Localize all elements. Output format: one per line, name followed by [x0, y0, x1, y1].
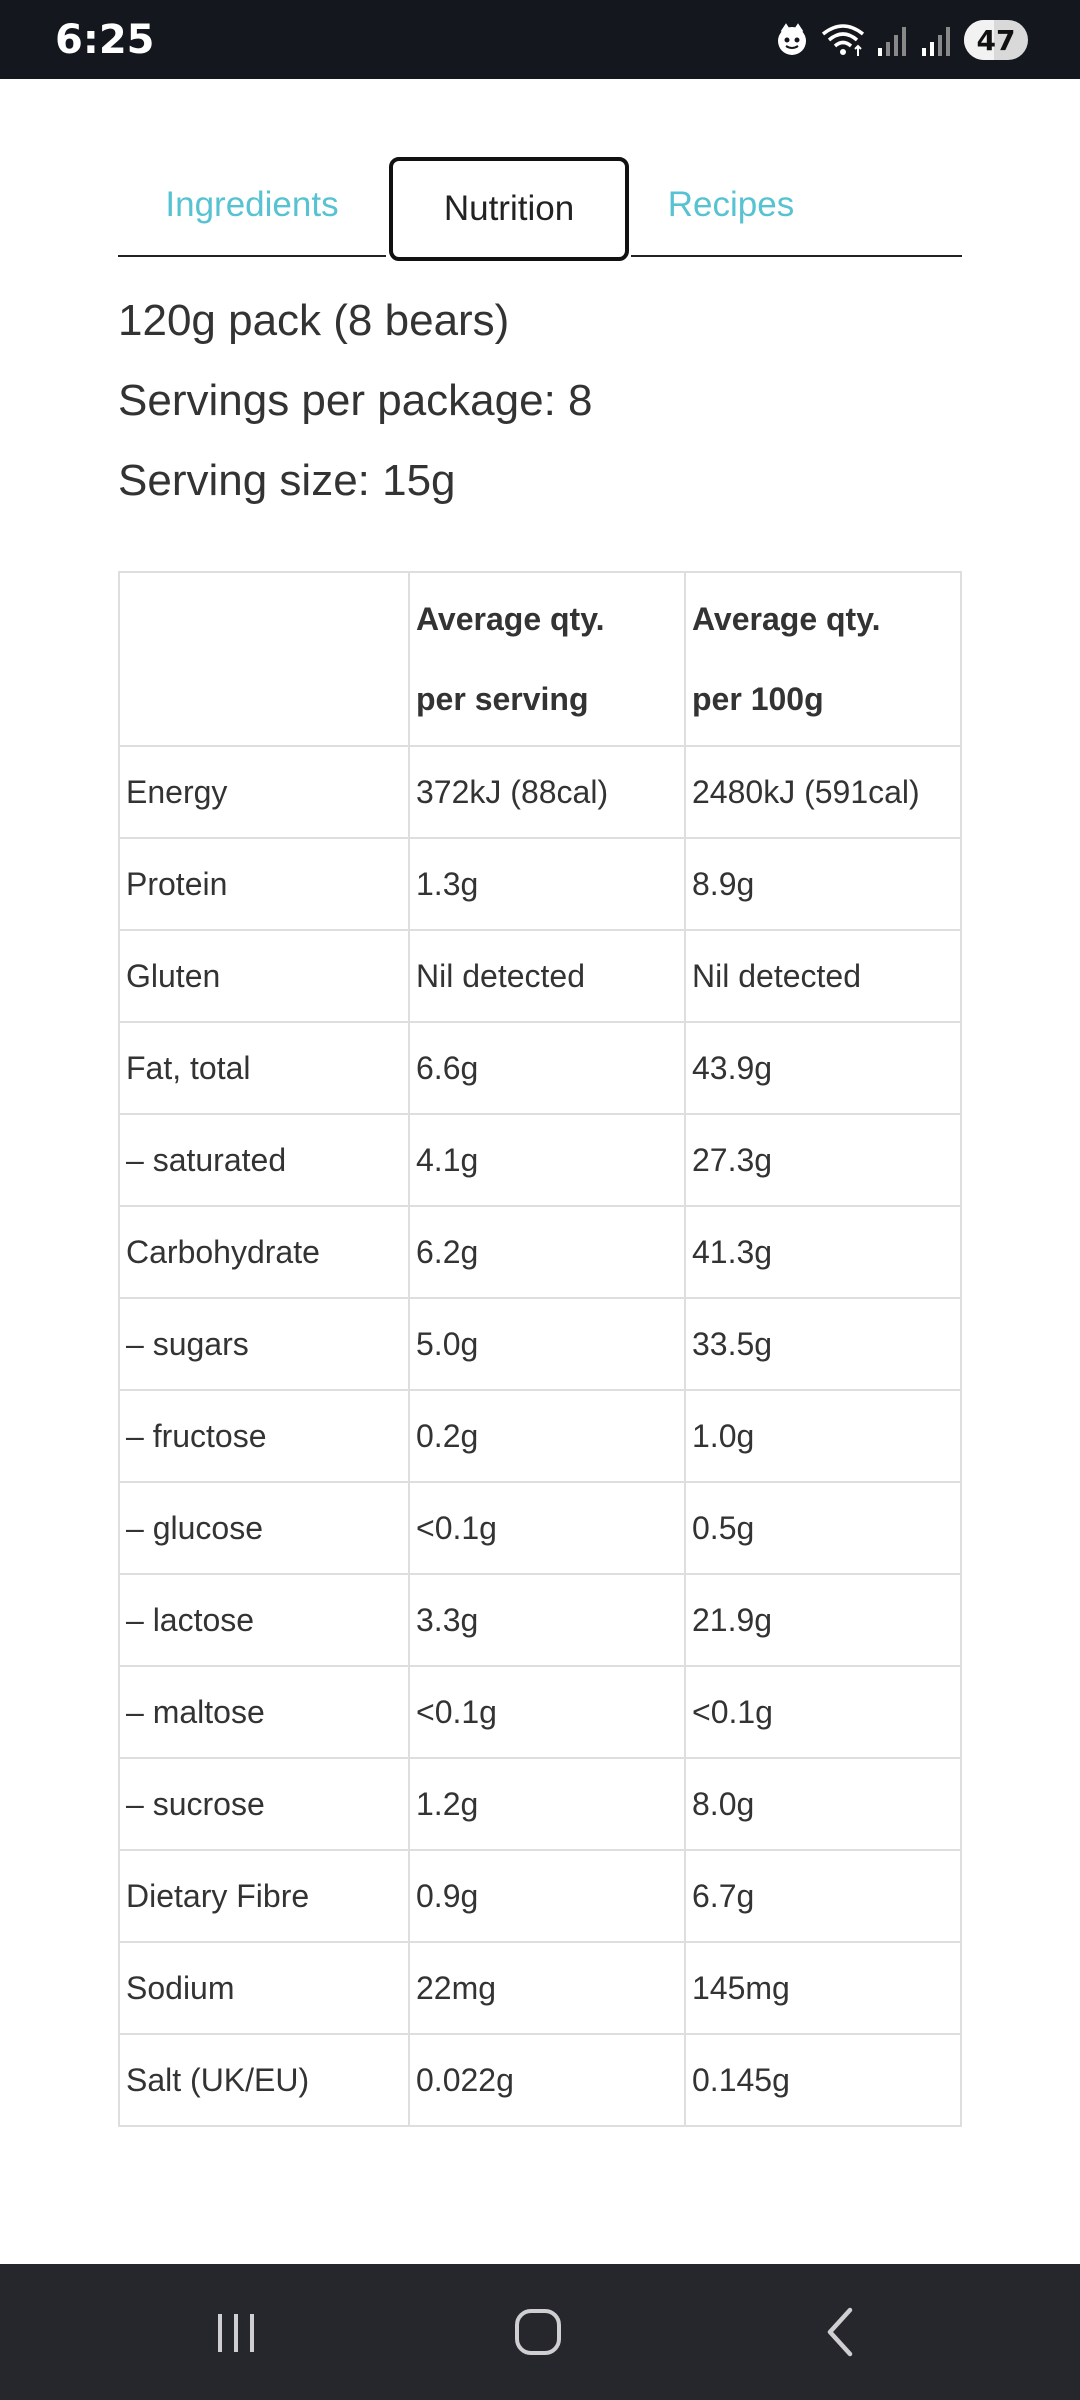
table-row — [119, 838, 961, 930]
per-serving-value: Nil detected — [409, 930, 685, 1022]
nutrient-name: Energy — [119, 746, 409, 838]
status-time: 6:25 — [55, 17, 155, 63]
pack-size: 120g pack (8 bears) — [118, 296, 510, 345]
nutrient-name: Dietary Fibre — [119, 1850, 409, 1942]
per-serving-value: 5.0g — [409, 1298, 685, 1390]
tab-nutrition[interactable]: Nutrition — [389, 157, 629, 261]
per-100g-value: <0.1g — [685, 1666, 961, 1758]
table-row — [119, 1482, 961, 1574]
nutrient-name: Carbohydrate — [119, 1206, 409, 1298]
per-100g-value: 2480kJ (591cal) — [685, 746, 961, 838]
tab-ingredients[interactable]: Ingredients — [165, 185, 339, 224]
per-serving-value: 0.022g — [409, 2034, 685, 2126]
table-header-empty — [119, 572, 409, 746]
per-serving-value: 1.2g — [409, 1758, 685, 1850]
tab-underline-right — [631, 255, 962, 257]
header-line: per serving — [416, 681, 589, 717]
recent-apps-icon — [212, 2308, 260, 2356]
per-serving-value: 0.2g — [409, 1390, 685, 1482]
battery-indicator — [964, 20, 1028, 60]
status-icons — [774, 18, 1028, 62]
per-serving-value: 0.9g — [409, 1850, 685, 1942]
recent-apps-button[interactable] — [186, 2264, 286, 2400]
per-serving-value: 6.2g — [409, 1206, 685, 1298]
nutrient-name: Gluten — [119, 930, 409, 1022]
per-serving-value: 4.1g — [409, 1114, 685, 1206]
per-serving-value: 3.3g — [409, 1574, 685, 1666]
signal-icon-2 — [920, 22, 954, 58]
per-100g-value: 27.3g — [685, 1114, 961, 1206]
per-100g-value: 145mg — [685, 1942, 961, 2034]
nutrient-name: Protein — [119, 838, 409, 930]
tab-bar — [118, 155, 962, 261]
table-row — [119, 1022, 961, 1114]
per-serving-value: <0.1g — [409, 1666, 685, 1758]
nutrient-name: – glucose — [119, 1482, 409, 1574]
navigation-bar — [0, 2264, 1080, 2400]
back-icon — [820, 2306, 860, 2358]
home-icon — [512, 2306, 564, 2358]
per-serving-value: 1.3g — [409, 838, 685, 930]
home-button[interactable] — [488, 2264, 588, 2400]
nutrient-name: – sucrose — [119, 1758, 409, 1850]
per-100g-value: 0.145g — [685, 2034, 961, 2126]
table-row — [119, 1666, 961, 1758]
battery-level: 47 — [976, 23, 1016, 57]
per-100g-value: 8.0g — [685, 1758, 961, 1850]
table-row — [119, 746, 961, 838]
per-serving-value: 22mg — [409, 1942, 685, 2034]
nutrient-name: – maltose — [119, 1666, 409, 1758]
nutrient-name: Sodium — [119, 1942, 409, 2034]
per-100g-value: 43.9g — [685, 1022, 961, 1114]
nutrient-name: Fat, total — [119, 1022, 409, 1114]
nutrient-name: – sugars — [119, 1298, 409, 1390]
serving-size: Serving size: 15g — [118, 456, 456, 505]
per-100g-value: 6.7g — [685, 1850, 961, 1942]
signal-icon — [876, 22, 910, 58]
table-header-row — [119, 572, 961, 746]
per-serving-value: <0.1g — [409, 1482, 685, 1574]
table-header-per-100g — [685, 572, 961, 746]
table-row — [119, 1390, 961, 1482]
nutrition-table-body — [119, 746, 961, 2126]
table-row — [119, 1114, 961, 1206]
per-100g-value: 0.5g — [685, 1482, 961, 1574]
header-line: Average qty. — [692, 601, 881, 637]
header-line: per 100g — [692, 681, 824, 717]
table-header-per-serving — [409, 572, 685, 746]
servings-per-package: Servings per package: 8 — [118, 376, 593, 425]
per-100g-value: 21.9g — [685, 1574, 961, 1666]
table-row — [119, 2034, 961, 2126]
per-100g-value: 33.5g — [685, 1298, 961, 1390]
nutrient-name: – saturated — [119, 1114, 409, 1206]
table-row — [119, 1574, 961, 1666]
wifi-icon — [820, 22, 866, 58]
nutrient-name: – fructose — [119, 1390, 409, 1482]
status-bar — [0, 0, 1080, 79]
nutrient-name: Salt (UK/EU) — [119, 2034, 409, 2126]
header-line: Average qty. — [416, 601, 605, 637]
table-row — [119, 1206, 961, 1298]
per-serving-value: 372kJ (88cal) — [409, 746, 685, 838]
per-100g-value: 1.0g — [685, 1390, 961, 1482]
per-100g-value: Nil detected — [685, 930, 961, 1022]
tab-underline-left — [118, 255, 386, 257]
nutrition-table — [118, 571, 962, 2127]
back-button[interactable] — [790, 2264, 890, 2400]
table-row — [119, 1850, 961, 1942]
table-row — [119, 1298, 961, 1390]
table-row — [119, 1942, 961, 2034]
table-row — [119, 1758, 961, 1850]
nutrient-name: – lactose — [119, 1574, 409, 1666]
per-100g-value: 41.3g — [685, 1206, 961, 1298]
per-100g-value: 8.9g — [685, 838, 961, 930]
face-icon — [774, 22, 810, 58]
tab-recipes[interactable]: Recipes — [667, 185, 795, 224]
table-row — [119, 930, 961, 1022]
per-serving-value: 6.6g — [409, 1022, 685, 1114]
